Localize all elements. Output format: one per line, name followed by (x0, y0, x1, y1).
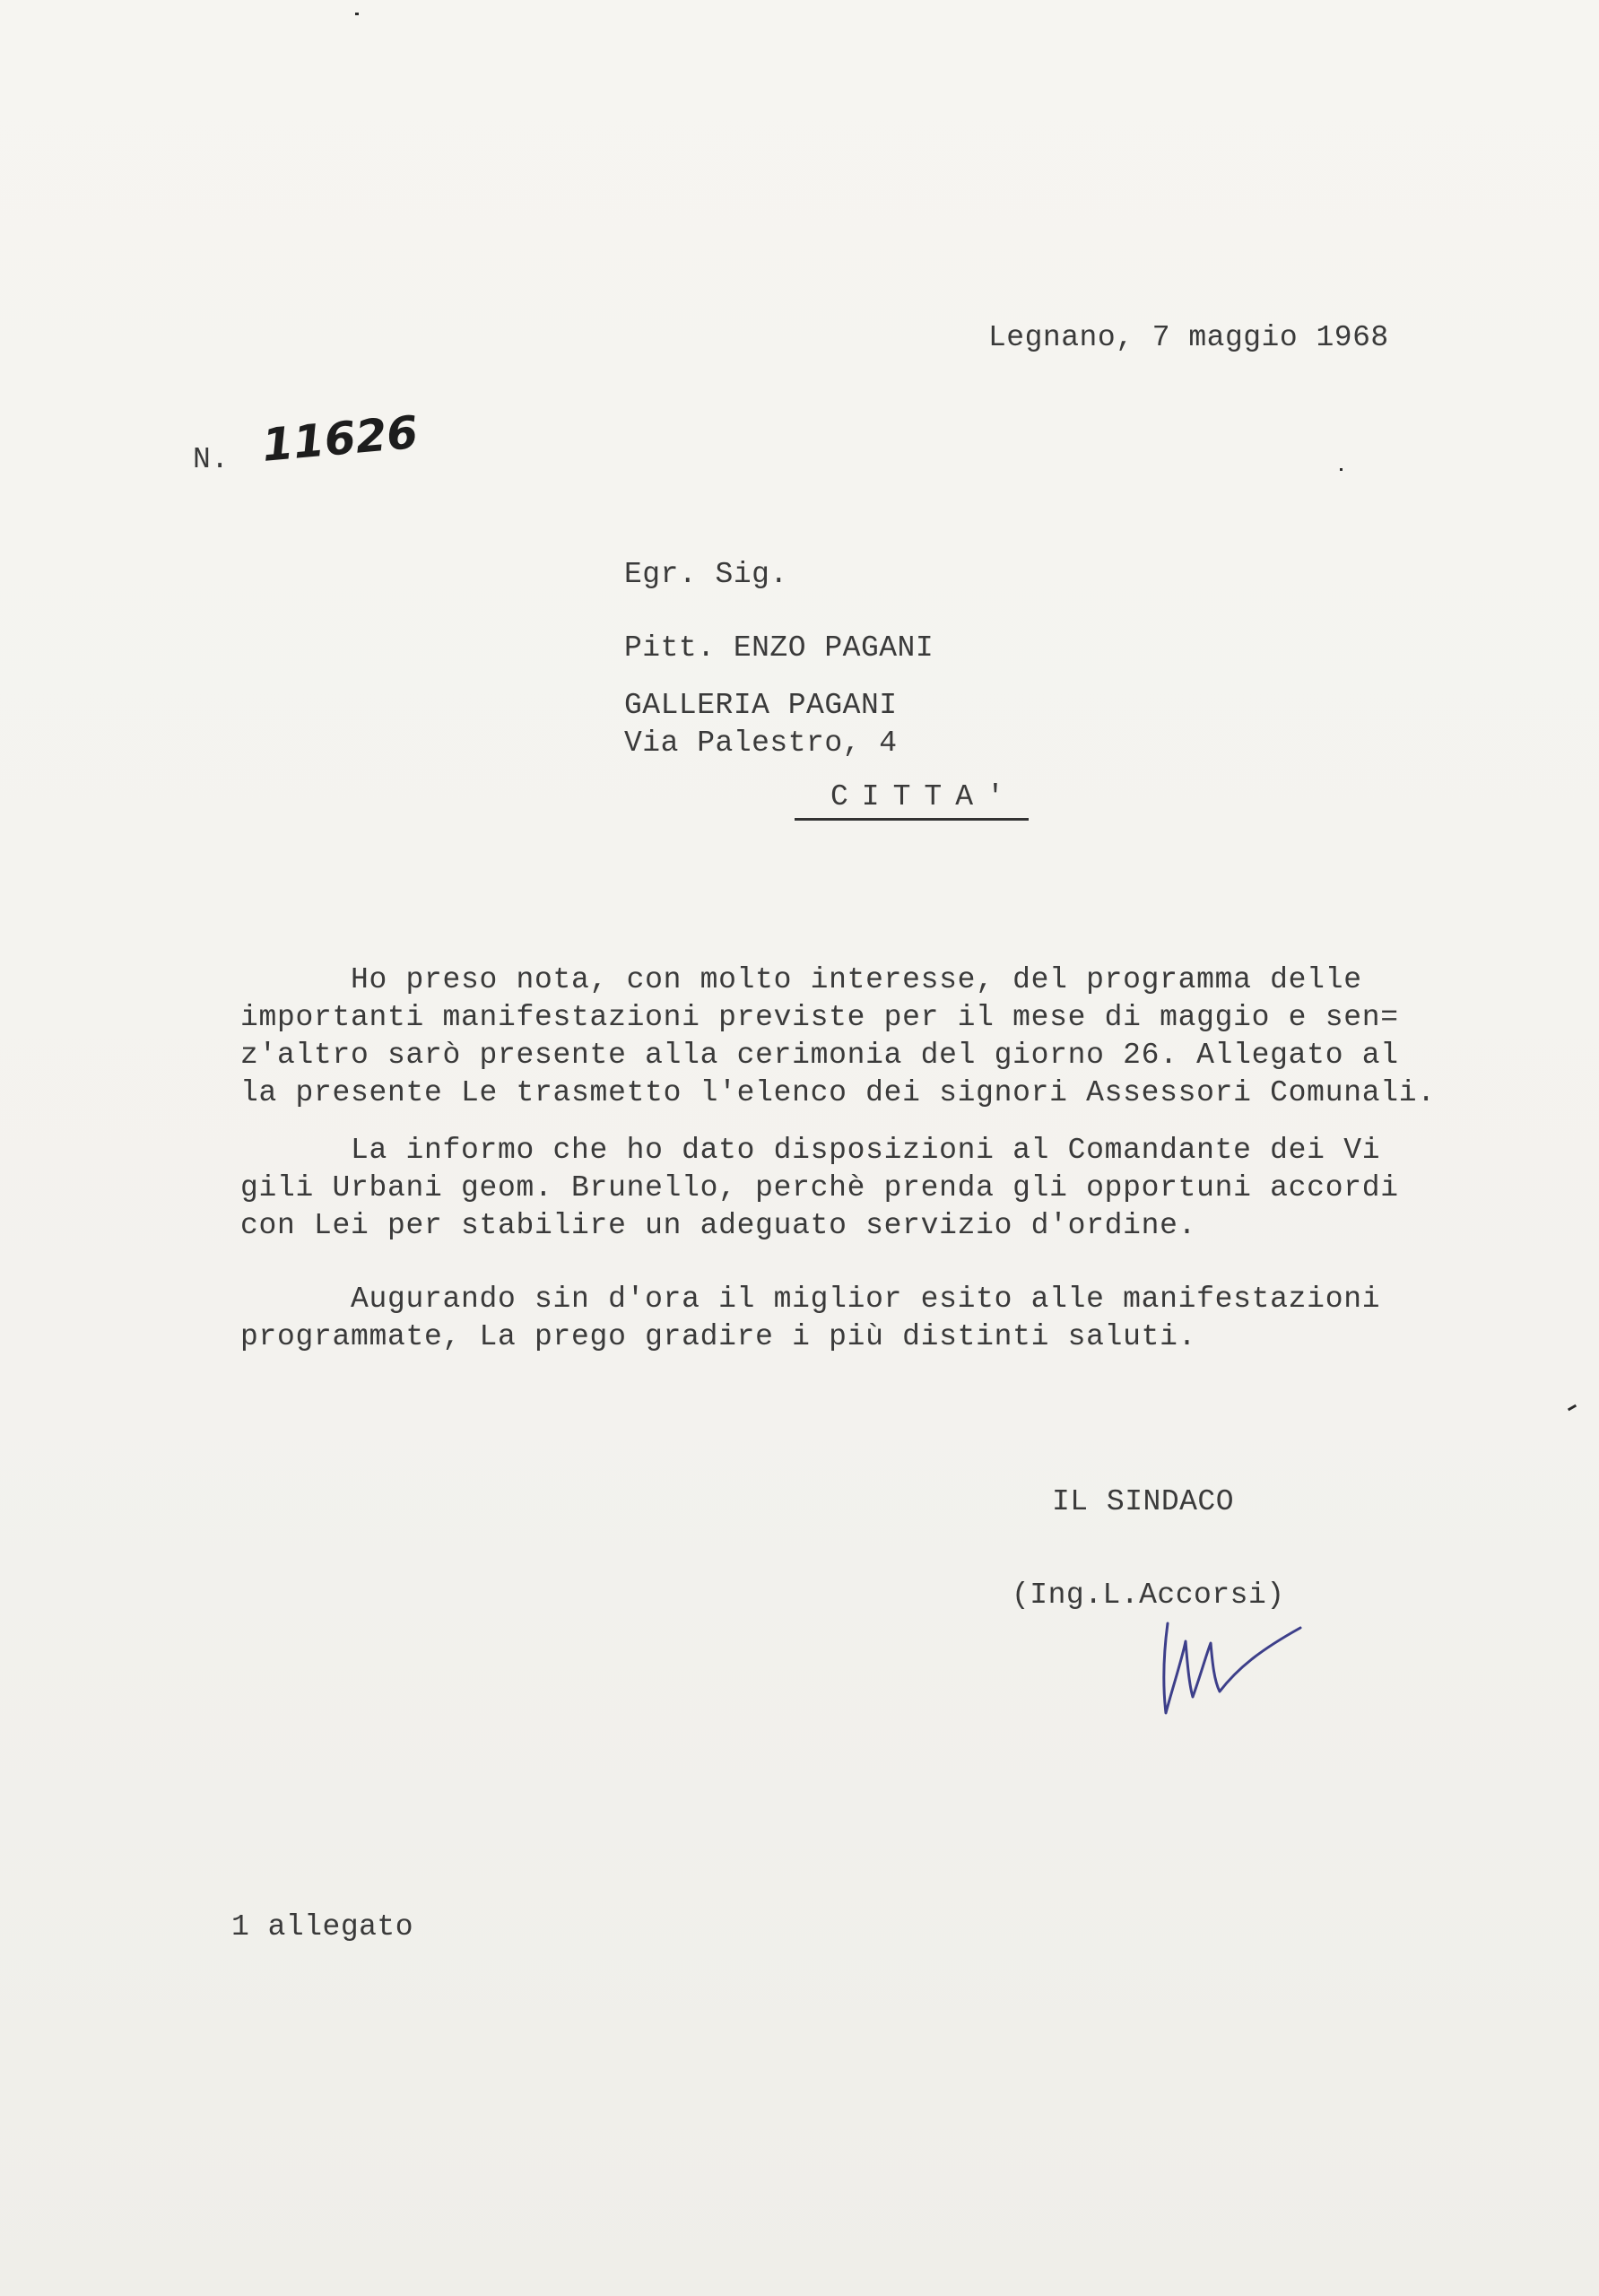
body-line: importanti manifestazioni previste per il mese di maggio e sen= (240, 1001, 1399, 1034)
recipient-name: Pitt. ENZO PAGANI (624, 631, 934, 665)
signature-name: (Ing.L.Accorsi) (1012, 1578, 1285, 1612)
protocol-number-handwritten: 11626 (260, 405, 421, 472)
paper-speck (1568, 1405, 1577, 1412)
body-line: Augurando sin d'ora il miglior esito alle manifestazioni (240, 1283, 1381, 1316)
body-line: la presente Le trasmetto l'elenco dei signori Assessori Comunali. (240, 1076, 1436, 1109)
recipient-city: CITTA' (795, 778, 1029, 821)
protocol-label: N. (193, 443, 230, 476)
recipient-salutation: Egr. Sig. (624, 558, 788, 591)
paper-speck (355, 13, 359, 15)
recipient-street: Via Palestro, 4 (624, 726, 898, 760)
body-line: z'altro sarò presente alla cerimonia del giorno 26. Allegato al (240, 1039, 1399, 1072)
body-line: con Lei per stabilire un adeguato servizio d'ordine. (240, 1209, 1197, 1242)
body-line: programmate, La prego gradire i più distinti saluti. (240, 1320, 1197, 1353)
attachment-note: 1 allegato (231, 1910, 414, 1944)
signature-title: IL SINDACO (1052, 1485, 1235, 1518)
handwritten-signature-icon (1157, 1614, 1309, 1722)
paper-speck (1340, 468, 1343, 471)
letter-date: Legnano, 7 maggio 1968 (988, 321, 1389, 354)
body-line: La informo che ho dato disposizioni al Comandante dei Vi (240, 1134, 1381, 1167)
body-line: gili Urbani geom. Brunello, perchè prenda gli opportuni accordi (240, 1171, 1399, 1205)
body-line: Ho preso nota, con molto interesse, del programma delle (240, 963, 1362, 996)
recipient-gallery: GALLERIA PAGANI (624, 689, 898, 722)
